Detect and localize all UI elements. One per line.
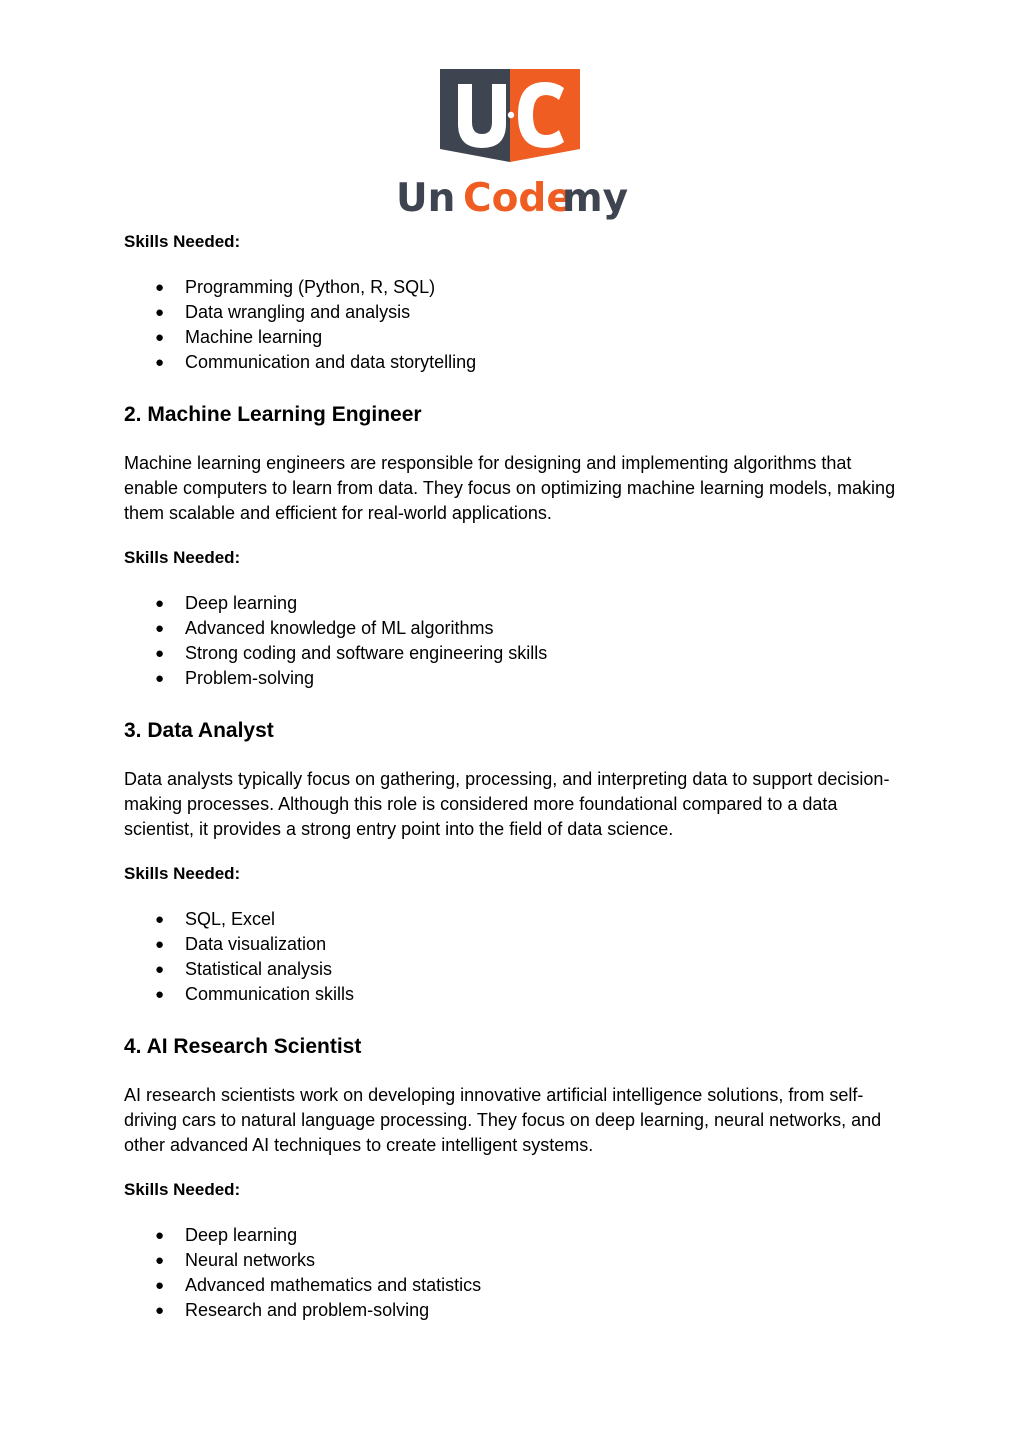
list-item: ● Statistical analysis: [124, 957, 904, 982]
section-heading: 4. AI Research Scientist: [124, 1035, 362, 1058]
bullet-icon: ●: [155, 329, 165, 346]
bullet-icon: ●: [155, 961, 165, 978]
wordmark-part-2: Code: [463, 176, 573, 221]
bullet-icon: ●: [155, 279, 165, 296]
skills-label: Skills Needed:: [124, 1180, 241, 1199]
list-item: ● Strong coding and software engineering skills: [124, 641, 904, 666]
uncodemy-logo-mark: [392, 66, 632, 221]
section-description: Data analysts typically focus on gathering, processing, and interpreting data to support decision-making processes. Although this role is considered more foundational compared to a data scientist, it provides a strong entry point into the field of data science.: [124, 769, 890, 839]
bullet-icon: ●: [155, 354, 165, 371]
bullet-icon: ●: [155, 645, 165, 662]
bullet-icon: ●: [155, 1302, 165, 1319]
list-item: ● Deep learning: [124, 1223, 904, 1248]
list-item: ● Communication and data storytelling: [124, 350, 904, 375]
list-item: ● Data visualization: [124, 932, 904, 957]
skills-list: [124, 275, 904, 375]
list-item: ● Research and problem-solving: [124, 1298, 904, 1323]
skills-list: [124, 1223, 904, 1323]
bullet-icon: ●: [155, 986, 165, 1003]
list-item: ● SQL, Excel: [124, 907, 904, 932]
skills-list: [124, 591, 904, 691]
intro-skills-block: [124, 230, 904, 375]
skills-label: Skills Needed:: [124, 548, 241, 567]
bullet-icon: ●: [155, 620, 165, 637]
bullet-icon: ●: [155, 1252, 165, 1269]
list-item: ● Advanced mathematics and statistics: [124, 1273, 904, 1298]
bullet-icon: ●: [155, 670, 165, 687]
section-data-analyst: [124, 716, 904, 1007]
section-description: Machine learning engineers are responsible for designing and implementing algorithms that enable computers to learn from data. They focus on optimizing machine learning models, making them scalable and efficient for real-world applications.: [124, 453, 896, 523]
bullet-icon: ●: [155, 304, 165, 321]
list-item: ● Machine learning: [124, 325, 904, 350]
list-item: ● Deep learning: [124, 591, 904, 616]
bullet-icon: ●: [155, 911, 165, 928]
list-item: ● Neural networks: [124, 1248, 904, 1273]
document-body: [124, 230, 904, 1323]
bullet-icon: ●: [155, 936, 165, 953]
wordmark-part-1: Un: [396, 176, 456, 221]
bullet-icon: ●: [155, 595, 165, 612]
bullet-icon: ●: [155, 1227, 165, 1244]
bullet-icon: ●: [155, 1277, 165, 1294]
uncodemy-logo: [392, 66, 632, 221]
section-heading: 3. Data Analyst: [124, 719, 274, 742]
list-item: ● Communication skills: [124, 982, 904, 1007]
skills-label: Skills Needed:: [124, 864, 241, 883]
section-ml-engineer: [124, 400, 904, 691]
list-item: ● Advanced knowledge of ML algorithms: [124, 616, 904, 641]
list-item: ● Data wrangling and analysis: [124, 300, 904, 325]
list-item: ● Programming (Python, R, SQL): [124, 275, 904, 300]
section-description: AI research scientists work on developing innovative artificial intelligence solutions, from self-driving cars to natural language processing. They focus on deep learning, neural networks, and other advanced AI techniques to create intelligent systems.: [124, 1085, 882, 1155]
skills-list: [124, 907, 904, 1007]
section-ai-research-scientist: [124, 1032, 904, 1323]
wordmark-part-3: my: [562, 176, 629, 221]
list-item: ● Problem-solving: [124, 666, 904, 691]
section-heading: 2. Machine Learning Engineer: [124, 403, 422, 426]
skills-label: Skills Needed:: [124, 232, 241, 251]
